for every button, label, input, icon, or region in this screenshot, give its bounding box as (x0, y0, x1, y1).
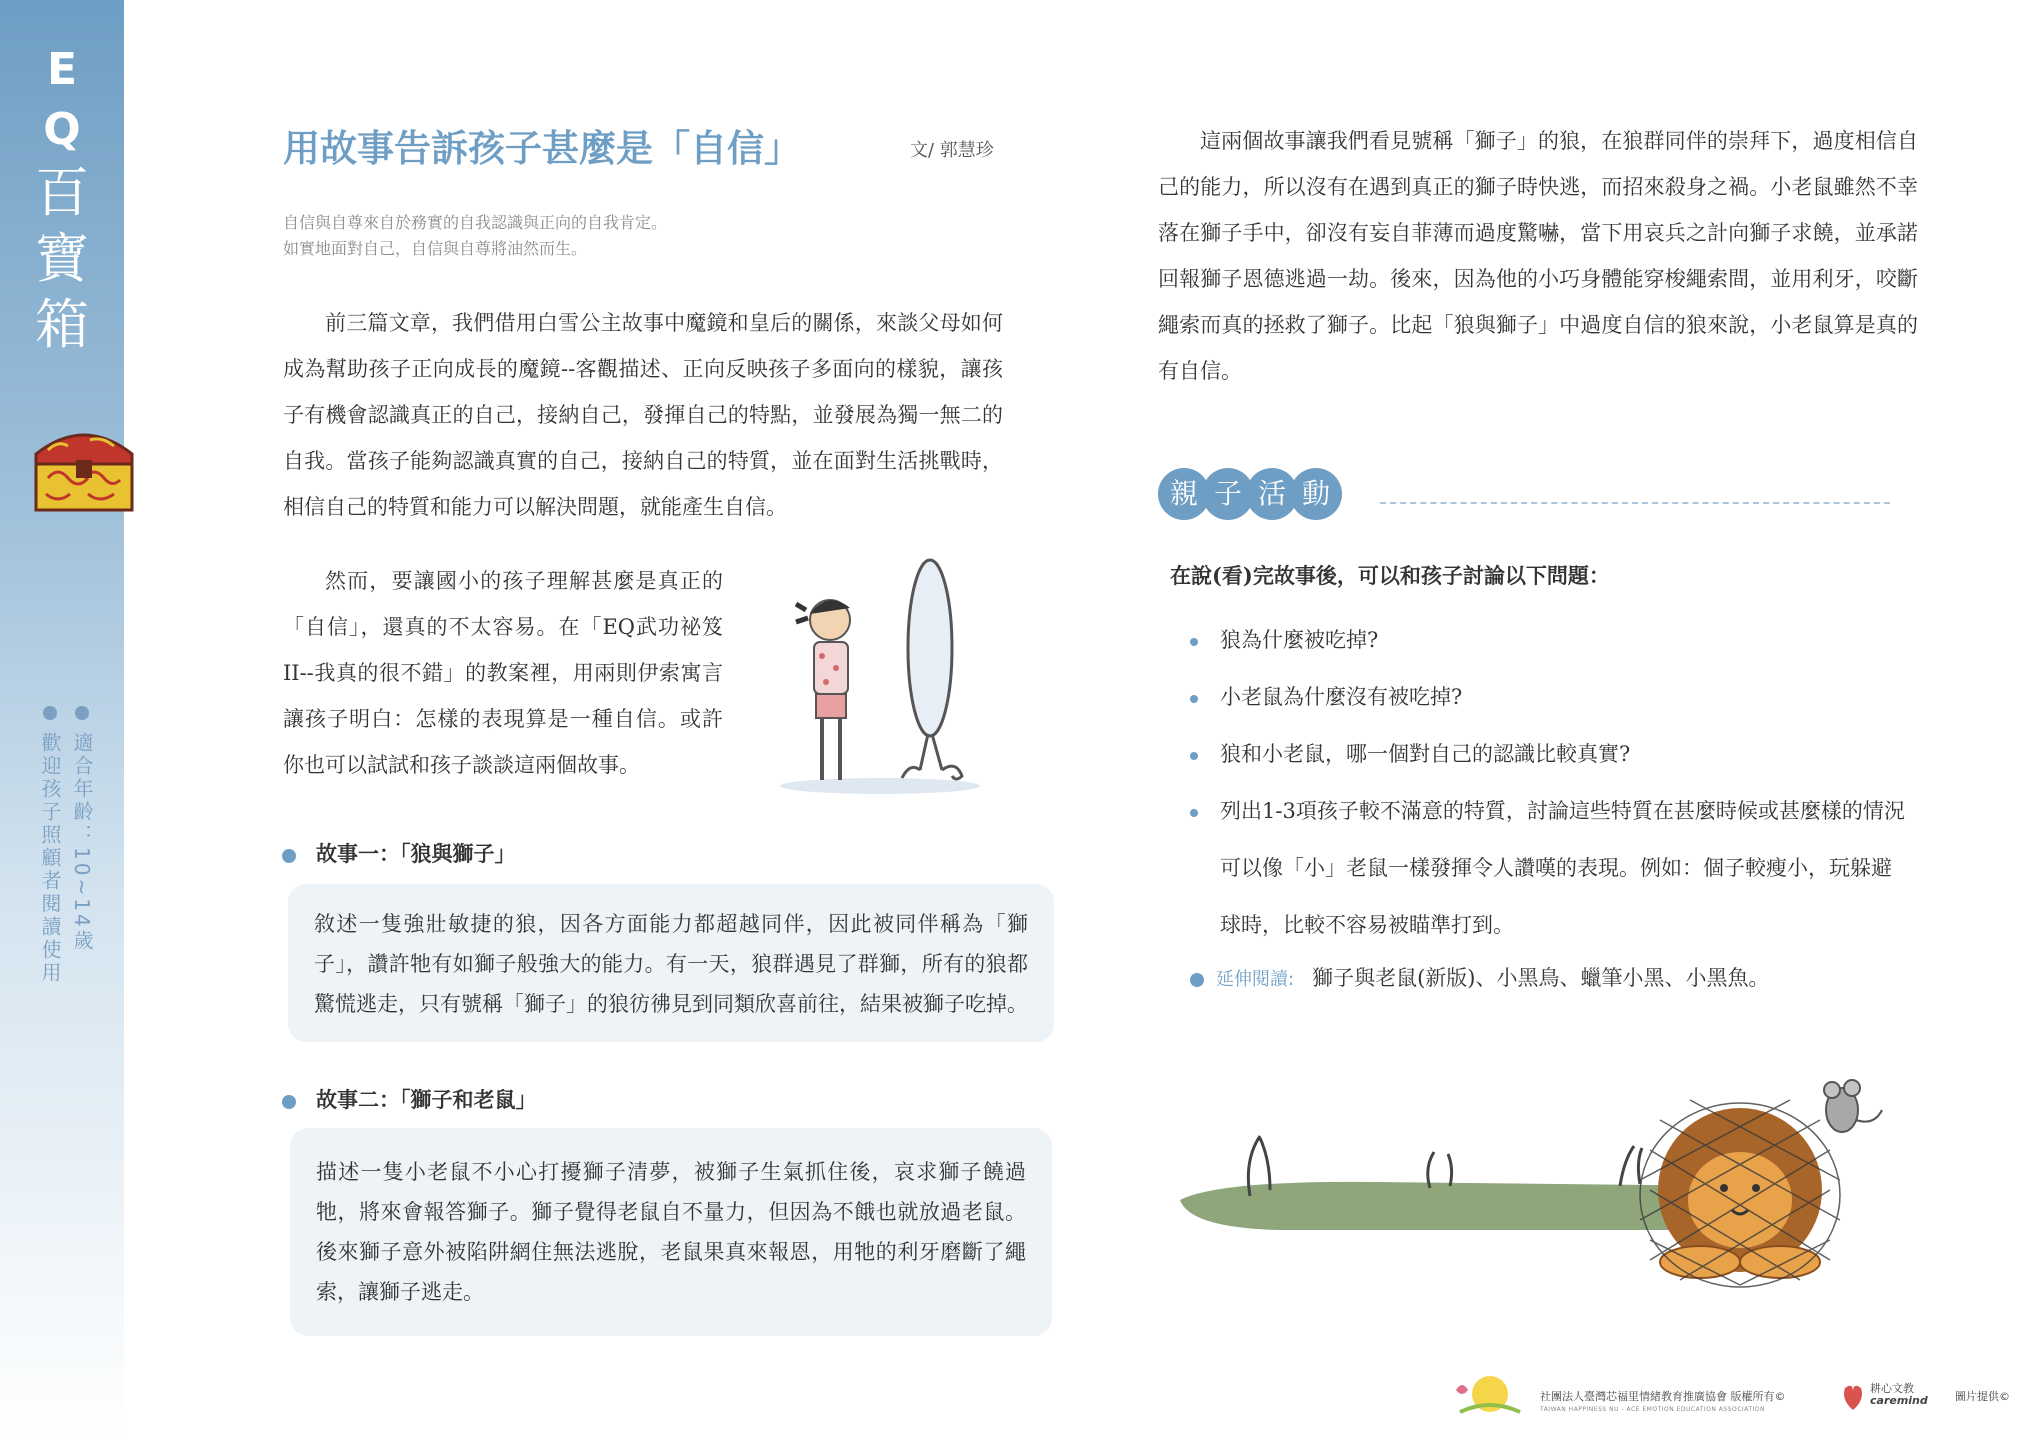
story-2-heading: 故事二：「獅子和老鼠」 (282, 1084, 537, 1114)
further-reading-text: 獅子與老鼠(新版)、小黑鳥、蠟筆小黑、小黑魚。 (1312, 966, 1770, 990)
story-1-box: 敘述一隻強壯敏捷的狼，因各方面能力都超越同伴，因此被同伴稱為「獅子」，讚許牠有如獅子般強大的能力。有一天，狼群遇見了群獅，所有的狼都驚慌逃走，只有號稱「獅子」的狼彷彿見到同類欣喜前往，結果被獅子吃掉。 (288, 884, 1054, 1042)
further-reading-label: 延伸閱讀: (1216, 969, 1295, 990)
sidebar-title-char-1: 百 (35, 161, 89, 224)
activity-char: 子 (1202, 468, 1254, 520)
paragraph-conclusion: 這兩個故事讓我們看見號稱「獅子」的狼，在狼群同伴的崇拜下，過度相信自己的能力，所以沒有在遇到真正的獅子時快逃，而招來殺身之禍。小老鼠雖然不幸落在獅子手中，卻沒有妄自菲薄而過度驚嚇，當下用哀兵之計向獅子求饒，並承諾回報獅子恩德逃過一劫。後來，因為他的小巧身體能穿梭繩索間，並用利牙，咬斷繩索而真的拯救了獅子。比起「狼與獅子」中過度自信的狼來說，小老鼠算是真的有自信。 (1158, 129, 1918, 383)
story-2-box: 描述一隻小老鼠不小心打擾獅子清夢，被獅子生氣抓住後，哀求獅子饒過牠，將來會報答獅子。獅子覺得老鼠自不量力，但因為不餓也就放過老鼠。後來獅子意外被陷阱網住無法逃脫，老鼠果真來報恩，用牠的利牙磨斷了繩索，讓獅子逃走。 (290, 1128, 1052, 1336)
article-author: 文/ 郭慧珍 (910, 140, 994, 161)
lead-line-1: 自信與自尊來自於務實的自我認識與正向的自我肯定。 (283, 213, 668, 232)
divider (1380, 502, 1890, 504)
article-lead (283, 210, 667, 262)
lion-net-mouse-illustration (1180, 1070, 1920, 1290)
lead-line-2: 如實地面對自己，自信與自尊將油然而生。 (283, 239, 588, 258)
association-english-name: TAIWAN HAPPINESS NU - ACE EMOTION EDUCATION ASSOCIATION (1540, 1406, 1765, 1413)
list-item: 列出1-3項孩子較不滿意的特質，討論這些特質在甚麼時候或甚麼樣的情況可以像「小」老鼠一樣發揮令人讚嘆的表現。例如：個子較瘦小，玩躲避球時，比較不容易被瞄準打到。 (1190, 783, 1910, 954)
bullet-dot-icon (282, 1095, 296, 1109)
association-logo-icon (1450, 1372, 1530, 1422)
activity-char: 親 (1158, 468, 1210, 520)
activity-char: 動 (1290, 468, 1342, 520)
sidebar-title-q: Q (43, 104, 81, 155)
publisher-english: caremind (1870, 1394, 1928, 1407)
further-reading (1190, 962, 1769, 992)
article-title: 用故事告訴孩子甚麼是「自信」 (283, 126, 801, 170)
caremind-logo-icon (1840, 1376, 1866, 1412)
story-1-heading: 故事一：「狼與獅子」 (282, 838, 516, 868)
footer (1450, 1372, 2010, 1424)
activity-char: 活 (1246, 468, 1298, 520)
sidebar-title-e: E (46, 44, 78, 95)
paragraph-stories-intro: 然而，要讓國小的孩子理解甚麼是真正的「自信」，還真的不太容易。在「EQ武功祕笈II--我真的很不錯」的教案裡，用兩則伊索寓言讓孩子明白：怎樣的表現算是一種自信。或許你也可以試試和孩子談談這兩個故事。 (283, 569, 723, 777)
sidebar-title (0, 40, 124, 358)
sidebar-title-char-2: 寶 (35, 227, 89, 290)
bullet-dot-icon (75, 706, 89, 720)
sidebar (0, 0, 124, 1440)
sidebar-readers-note: 歡迎孩子照顧者閱讀使用 (30, 706, 70, 985)
bullet-dot-icon (1190, 973, 1204, 987)
list-item: 小老鼠為什麼沒有被吃掉? (1190, 669, 1910, 726)
bullet-dot-icon (282, 849, 296, 863)
list-item: 狼和小老鼠，哪一個對自己的認識比較真實? (1190, 726, 1910, 783)
bullet-dot-icon (43, 706, 57, 720)
questions-list (1190, 612, 1910, 954)
questions-heading: 在說(看)完故事後，可以和孩子討論以下問題： (1170, 563, 1610, 588)
paragraph-intro: 前三篇文章，我們借用白雪公主故事中魔鏡和皇后的關係，來談父母如何成為幫助孩子正向成長的魔鏡--客觀描述、正向反映孩子多面向的樣貌，讓孩子有機會認識真正的自己，接納自己，發揮自己的特點，並發展為獨一無二的自我。當孩子能夠認識真實的自己，接納自己的特質，並在面對生活挑戰時，相信自己的特質和能力可以解決問題，就能產生自信。 (283, 311, 1003, 519)
treasure-chest-icon (28, 420, 140, 516)
sidebar-age-note: 適合年齡：10~14歲 (62, 706, 102, 953)
sidebar-title-char-3: 箱 (35, 293, 89, 356)
girl-mirror-illustration (770, 548, 1000, 798)
copyright-text: 社團法人臺灣芯福里情緒教育推廣協會 版權所有© (1540, 1390, 1786, 1403)
image-credit: 圖片提供© (1955, 1390, 2010, 1403)
list-item: 狼為什麼被吃掉? (1190, 612, 1910, 669)
publisher-name: 耕心文教 (1870, 1382, 1914, 1395)
